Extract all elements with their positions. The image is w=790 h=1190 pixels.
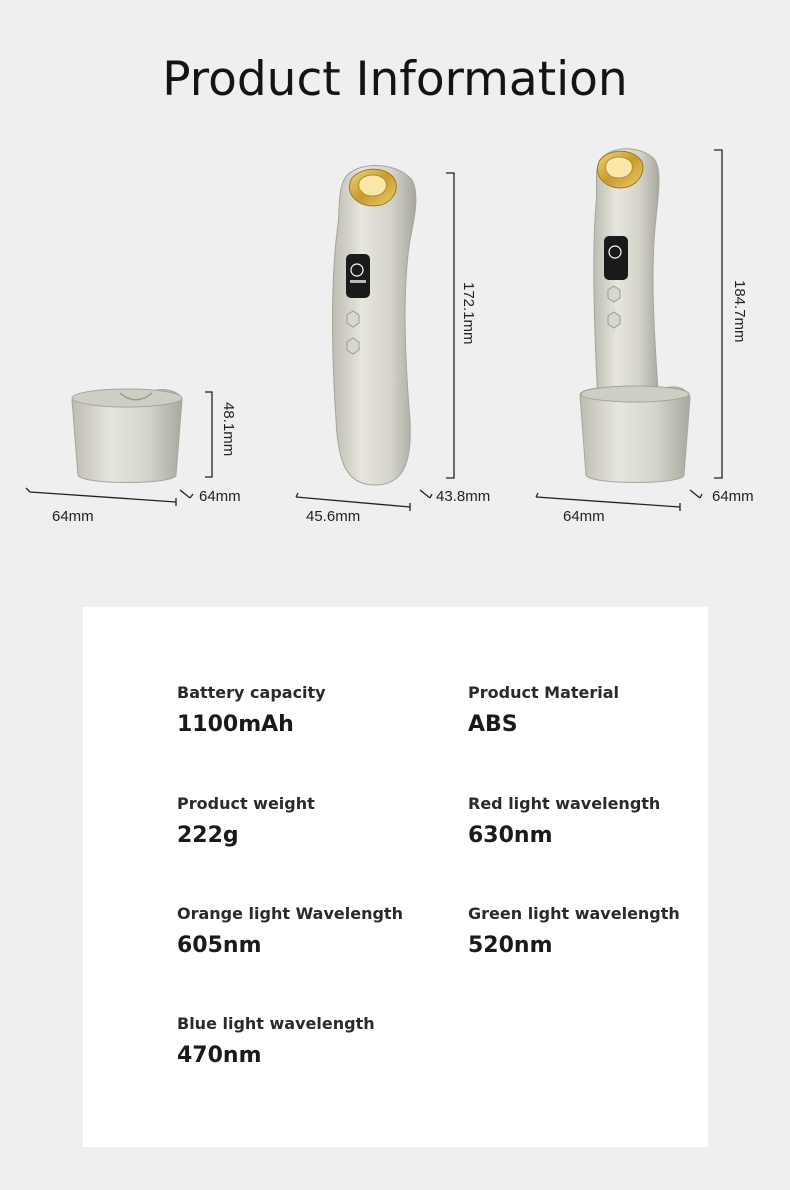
docked-height-label: 184.7mm	[731, 280, 748, 343]
device-height-label: 172.1mm	[460, 282, 477, 345]
spec-label: Orange light Wavelength	[177, 904, 403, 923]
spec-label: Battery capacity	[177, 683, 326, 702]
spec-value: 470nm	[177, 1043, 262, 1068]
page-title: Product Information	[162, 52, 628, 107]
spec-value: 630nm	[468, 823, 553, 848]
base-height-label: 48.1mm	[220, 402, 237, 457]
spec-product-weight	[177, 794, 315, 848]
specs-card	[83, 607, 708, 1147]
spec-red-light-wavelength	[468, 794, 660, 848]
base-depth-label: 64mm	[199, 488, 241, 505]
spec-value: 1100mAh	[177, 712, 294, 737]
base-width-label: 64mm	[52, 508, 94, 525]
spec-value: 222g	[177, 823, 239, 848]
device-width-label: 45.6mm	[306, 508, 361, 525]
product-illustration	[0, 130, 790, 540]
docked-depth-label: 64mm	[712, 488, 754, 505]
spec-label: Green light wavelength	[468, 904, 680, 923]
spec-label: Product Material	[468, 683, 620, 702]
spec-label: Red light wavelength	[468, 794, 661, 813]
spec-label: Product weight	[177, 794, 315, 813]
spec-blue-light-wavelength	[177, 1014, 375, 1068]
product-dimensions-figure	[0, 130, 790, 540]
charging-base	[72, 389, 182, 483]
docked-width-label: 64mm	[563, 508, 605, 525]
spec-battery-capacity	[177, 683, 326, 737]
spec-orange-light-wavelength	[177, 904, 403, 958]
spec-value: ABS	[468, 712, 518, 737]
spec-green-light-wavelength	[468, 904, 680, 958]
spec-value: 605nm	[177, 933, 262, 958]
spec-value: 520nm	[468, 933, 553, 958]
spec-label: Blue light wavelength	[177, 1014, 375, 1033]
docked-device	[580, 149, 690, 483]
handheld-device	[333, 166, 416, 486]
spec-product-material	[468, 683, 619, 737]
device-depth-label: 43.8mm	[436, 488, 491, 505]
